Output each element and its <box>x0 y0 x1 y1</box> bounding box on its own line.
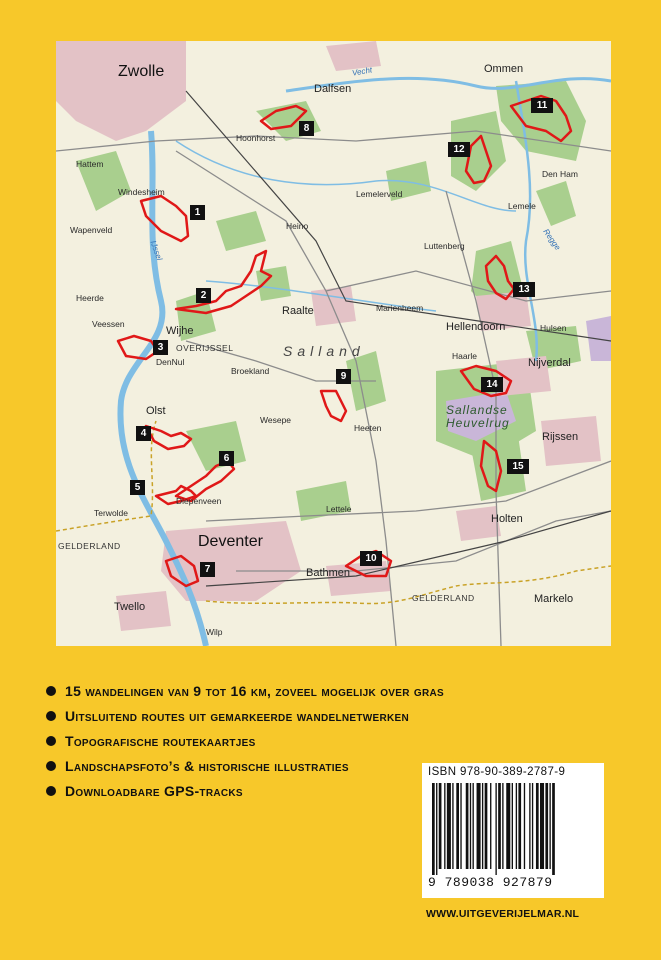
town-broekland: Broekland <box>231 366 270 376</box>
water-regge: Regge <box>541 227 563 252</box>
route-marker-13: 13 <box>513 282 535 297</box>
region-sallandse-heuvelrug <box>446 404 510 430</box>
route-marker-9: 9 <box>336 369 351 384</box>
route-marker-6: 6 <box>219 451 234 466</box>
town-olst: Olst <box>146 405 166 417</box>
town-hulsen: Hulsen <box>540 323 567 333</box>
route-marker-8: 8 <box>299 121 314 136</box>
town-lettele: Lettele <box>326 504 352 514</box>
town-raalte: Raalte <box>282 305 314 317</box>
region-gelderland-west: GELDERLAND <box>58 541 121 551</box>
feature-text: Uitsluitend routes uit gemarkeerde wandelnetwerken <box>65 708 410 724</box>
isbn-barcode-box <box>422 763 604 898</box>
town-dennul: DenNul <box>156 357 185 367</box>
route-marker-5: 5 <box>130 480 145 495</box>
route-marker-11: 11 <box>531 98 553 113</box>
town-holten: Holten <box>491 513 523 525</box>
route-9 <box>321 391 346 421</box>
route-marker-12: 12 <box>448 142 470 157</box>
region-overijssel: OVERIJSSEL <box>176 343 234 353</box>
route-marker-14: 14 <box>481 377 503 392</box>
town-lemele: Lemele <box>508 201 536 211</box>
bullet-icon <box>46 686 56 696</box>
route-marker-3: 3 <box>153 340 168 355</box>
town-hattem: Hattem <box>76 159 104 169</box>
isbn-label: ISBN 978-90-389-2787-9 <box>428 766 566 778</box>
region-salland: Salland <box>283 343 365 359</box>
feature-text: 15 wandelingen van 9 tot 16 km, zoveel mogelijk over gras <box>65 683 445 699</box>
town-nijverdal: Nijverdal <box>528 357 571 369</box>
route-marker-1: 1 <box>190 205 205 220</box>
heuvelrug-line1: Sallandse <box>446 403 508 417</box>
town-luttenberg: Luttenberg <box>424 241 465 251</box>
town-dalfsen: Dalfsen <box>314 83 352 95</box>
water-ijssel: IJssel <box>148 239 164 262</box>
bullet-icon <box>46 736 56 746</box>
town-lemelerveld: Lemelerveld <box>356 189 403 199</box>
barcode-icon <box>428 783 598 875</box>
town-deventer: Deventer <box>198 533 263 550</box>
town-bathmen: Bathmen <box>306 567 351 579</box>
bullet-icon <box>46 761 56 771</box>
town-den-ham: Den Ham <box>542 169 578 179</box>
town-zwolle: Zwolle <box>118 63 165 80</box>
route-marker-7: 7 <box>200 562 215 577</box>
town-wijhe: Wijhe <box>166 325 194 337</box>
town-marienheem: Marienheem <box>376 303 424 313</box>
publisher-website[interactable]: WWW.UITGEVERIJELMAR.NL <box>426 908 580 920</box>
region-gelderland-east: GELDERLAND <box>412 593 475 603</box>
route-marker-10: 10 <box>360 551 382 566</box>
town-ommen: Ommen <box>484 63 524 75</box>
route-1 <box>141 196 188 241</box>
town-diepenveen: Diepenveen <box>176 496 222 506</box>
town-wilp: Wilp <box>206 627 223 637</box>
town-markelo: Markelo <box>534 593 574 605</box>
route-marker-15: 15 <box>507 459 529 474</box>
route-4 <box>146 426 191 449</box>
town-windesheim: Windesheim <box>118 187 165 197</box>
feature-text: Downloadbare GPS-tracks <box>65 783 243 799</box>
town-haarle: Haarle <box>452 351 478 361</box>
heuvelrug-line2: Heuvelrug <box>446 416 510 430</box>
bullet-icon <box>46 786 56 796</box>
bullet-icon <box>46 711 56 721</box>
town-hellendoorn: Hellendoorn <box>446 321 506 333</box>
town-heino: Heino <box>286 221 309 231</box>
town-wesepe: Wesepe <box>260 415 292 425</box>
town-heerde: Heerde <box>76 293 104 303</box>
feature-text: Topografische routekaartjes <box>65 733 256 749</box>
town-twello: Twello <box>114 601 146 613</box>
overview-map <box>56 41 611 646</box>
route-marker-4: 4 <box>136 426 151 441</box>
water-vecht: Vecht <box>351 65 373 78</box>
town-veessen: Veessen <box>92 319 125 329</box>
feature-item <box>46 680 516 702</box>
town-rijssen: Rijssen <box>542 431 579 443</box>
town-terwolde: Terwolde <box>94 508 129 518</box>
town-heeten: Heeten <box>354 423 382 433</box>
heath-area-east <box>586 316 611 361</box>
town-hoonhorst: Hoonhorst <box>236 133 276 143</box>
town-wapenveld: Wapenveld <box>70 225 113 235</box>
feature-text: Landschapsfoto’s & historische illustraties <box>65 758 349 774</box>
barcode-number: 9 789038 927879 <box>428 875 553 890</box>
feature-item <box>46 705 516 727</box>
feature-item <box>46 730 516 752</box>
route-marker-2: 2 <box>196 288 211 303</box>
